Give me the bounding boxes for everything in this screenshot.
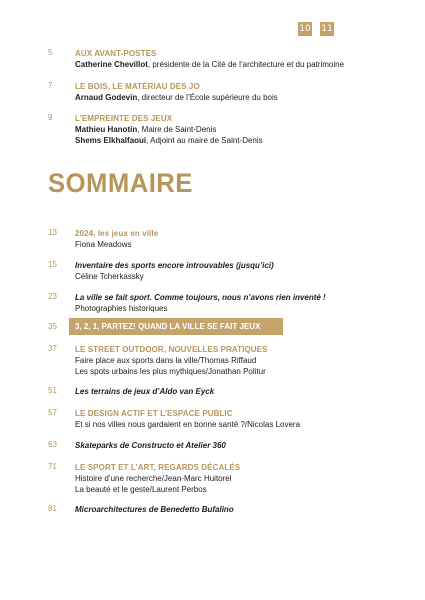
entry-title: Skateparks de Constructo et Atelier 360 (75, 441, 226, 450)
entry-line: Fiona Meadows (75, 240, 132, 249)
entry-line: Histoire d’une recherche/Jean-Marc Huitorel (75, 474, 232, 483)
entry-page-number: 9 (48, 113, 53, 122)
entry-line: Les spots urbains les plus mythiques/Jonathan Politur (75, 367, 266, 376)
entry-title: La ville se fait sport. Comme toujours, nous n’avons rien inventé ! (75, 293, 326, 302)
page-title: SOMMAIRE (48, 168, 193, 198)
entry-page-number: 35 (48, 322, 57, 331)
page-number-left: 10 (299, 24, 311, 34)
entry-line: Photographies historiques (75, 304, 168, 313)
entry-title: LE DESIGN ACTIF ET L’ESPACE PUBLIC (75, 409, 233, 418)
entry-line: La beauté et le geste/Laurent Perbos (75, 485, 207, 494)
entry-line: Faire place aux sports dans la ville/Thomas Riffaud (75, 356, 257, 365)
entry-title: 3, 2, 1, PARTEZ! QUAND LA VILLE SE FAIT JEUX (75, 322, 261, 331)
page-number-right: 11 (321, 24, 333, 34)
entry-title: LE SPORT ET L’ART, REGARDS DÉCALÉS (75, 463, 241, 472)
entry-line: Shems Elkhalfaoui, Adjoint au maire de Saint-Denis (75, 136, 263, 145)
entry-page-number: 15 (48, 260, 57, 269)
entry-title: LE BOIS, LE MATÉRIAU DES JO (75, 82, 200, 91)
entry-page-number: 71 (48, 462, 57, 471)
entry-line: Céline Tcherkassky (75, 272, 144, 281)
entry-line: Catherine Chevillot, présidente de la Cité de l’architecture et du patrimoine (75, 60, 345, 69)
entry-title: LE STREET OUTDOOR, NOUVELLES PRATIQUES (75, 345, 268, 354)
entry-page-number: 37 (48, 344, 57, 353)
entry-title: 2024, les jeux en ville (75, 229, 159, 238)
entry-title: L’EMPREINTE DES JEUX (75, 114, 173, 123)
entry-title: Microarchitectures de Benedetto Bufalino (75, 505, 234, 514)
entry-title: Les terrains de jeux d’Aldo van Eyck (75, 387, 215, 396)
entry-title: Inventaire des sports encore introuvables (jusqu’ici) (75, 261, 274, 270)
entry-page-number: 13 (48, 228, 57, 237)
entry-page-number: 57 (48, 408, 57, 417)
entry-title: AUX AVANT-POSTES (75, 49, 157, 58)
entry-page-number: 81 (48, 504, 57, 513)
entry-page-number: 7 (48, 81, 53, 90)
entry-line: Et si nos villes nous gardaient en bonne santé ?/Nicolas Lovera (75, 420, 301, 429)
entry-page-number: 23 (48, 292, 57, 301)
entry-page-number: 51 (48, 386, 57, 395)
page-numbers (298, 22, 334, 36)
entry-page-number: 5 (48, 48, 53, 57)
entry-line: Arnaud Godevin, directeur de l’École supérieure du bois (75, 93, 278, 102)
entry-page-number: 63 (48, 440, 57, 449)
entry-line: Mathieu Hanotin, Maire de Saint-Denis (75, 125, 217, 134)
